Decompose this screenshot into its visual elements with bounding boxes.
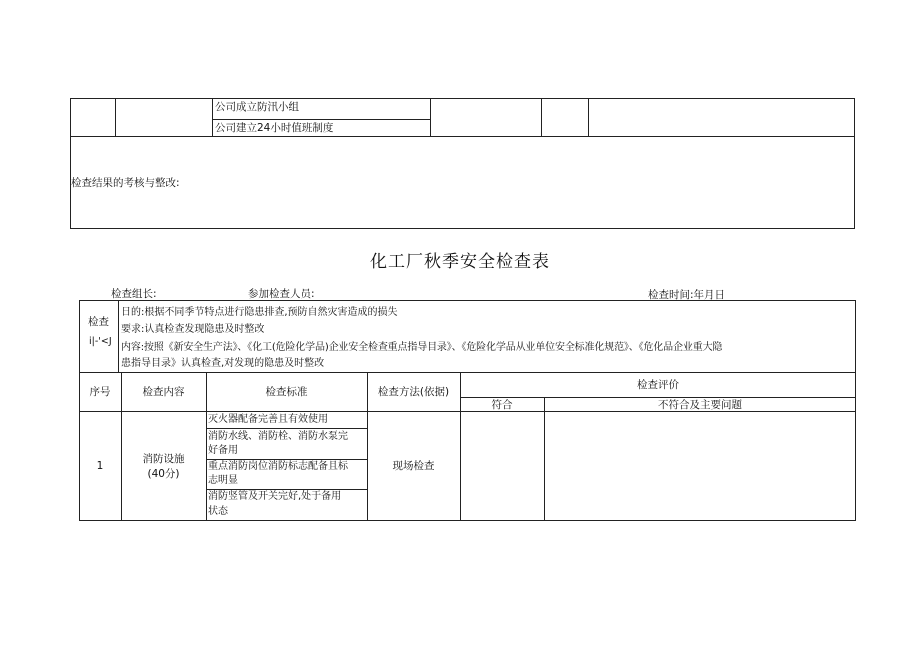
eval-subheader-line [460, 397, 856, 398]
standard-divider [206, 489, 367, 490]
standard-item-1: 灭火器配备完善且有效使用 [208, 414, 328, 425]
top-table-divider [115, 98, 116, 137]
form-title: 化工厂秋季安全检查表 [370, 252, 550, 272]
header-label-line2: i|-'<J [89, 336, 112, 347]
check-time-label: 检查时间:年月日 [648, 289, 726, 301]
header-block-divider [118, 300, 119, 373]
top-table-divider [541, 98, 542, 137]
top-table-divider [430, 98, 431, 137]
header-label-line1: 检查 [88, 316, 109, 328]
col-header-evaluation: 检查评价 [637, 379, 679, 391]
top-table-divider [588, 98, 589, 137]
col-divider [544, 397, 545, 521]
top-table-row1-text: 公司成立防汛小组 [215, 101, 299, 113]
top-table-row-divider [212, 119, 431, 120]
purpose-text: 日的:根据不同季节特点进行隐患排查,预防自然灾害造成的损失 [121, 307, 398, 318]
top-table [70, 98, 855, 229]
standard-divider [206, 459, 367, 460]
col-header-standard: 检查标准 [265, 386, 308, 398]
standard-item-4-line2: 状态 [208, 506, 228, 517]
top-table-row-divider [70, 136, 855, 137]
requirement-text: 要求:认真检查发现隐患及时整改 [121, 324, 265, 335]
standard-item-2-line1: 消防水线、消防栓、消防水泵完 [208, 431, 348, 442]
top-table-row2-text: 公司建立24小时值班制度 [215, 122, 334, 134]
standard-item-3-line2: 志明显 [208, 475, 238, 486]
participants-label: 参加检查人员: [248, 288, 315, 300]
content-text-line1: 内容:按照《新安全生产法》、《化工(危险化学品)企业安全检查重点指导目录》、《危险化学品从业单位安全标准化规范》、《危化品企业重大隐 [121, 342, 723, 353]
row-content-line1: 消防设施 [142, 453, 185, 465]
header-block-bottom [79, 372, 856, 373]
col-header-method: 检查方法(依据) [377, 386, 450, 398]
top-table-divider [212, 98, 213, 137]
results-label: 检查结果的考核与整改: [71, 177, 180, 189]
group-leader-label: 检查组长: [111, 288, 157, 300]
row-content-line2: (40分) [147, 468, 180, 480]
standard-item-4-line1: 消防竖管及开关完好,处于备用 [208, 491, 342, 502]
col-header-content: 检查内容 [142, 386, 185, 398]
row-seq: 1 [96, 460, 104, 472]
col-divider [460, 372, 461, 521]
standard-item-2-line2: 好备用 [208, 445, 238, 456]
col-header-seq: 序号 [89, 386, 111, 398]
row-method: 现场检查 [392, 460, 435, 472]
col-header-conform: 符合 [491, 399, 513, 411]
standard-divider [206, 428, 367, 429]
content-text-line2: 患指导目录》认真检查,对发现的隐患及时整改 [121, 358, 325, 369]
col-header-nonconform: 不符合及主要问题 [658, 399, 742, 411]
standard-item-3-line1: 重点消防岗位消防标志配备且标 [208, 461, 348, 472]
